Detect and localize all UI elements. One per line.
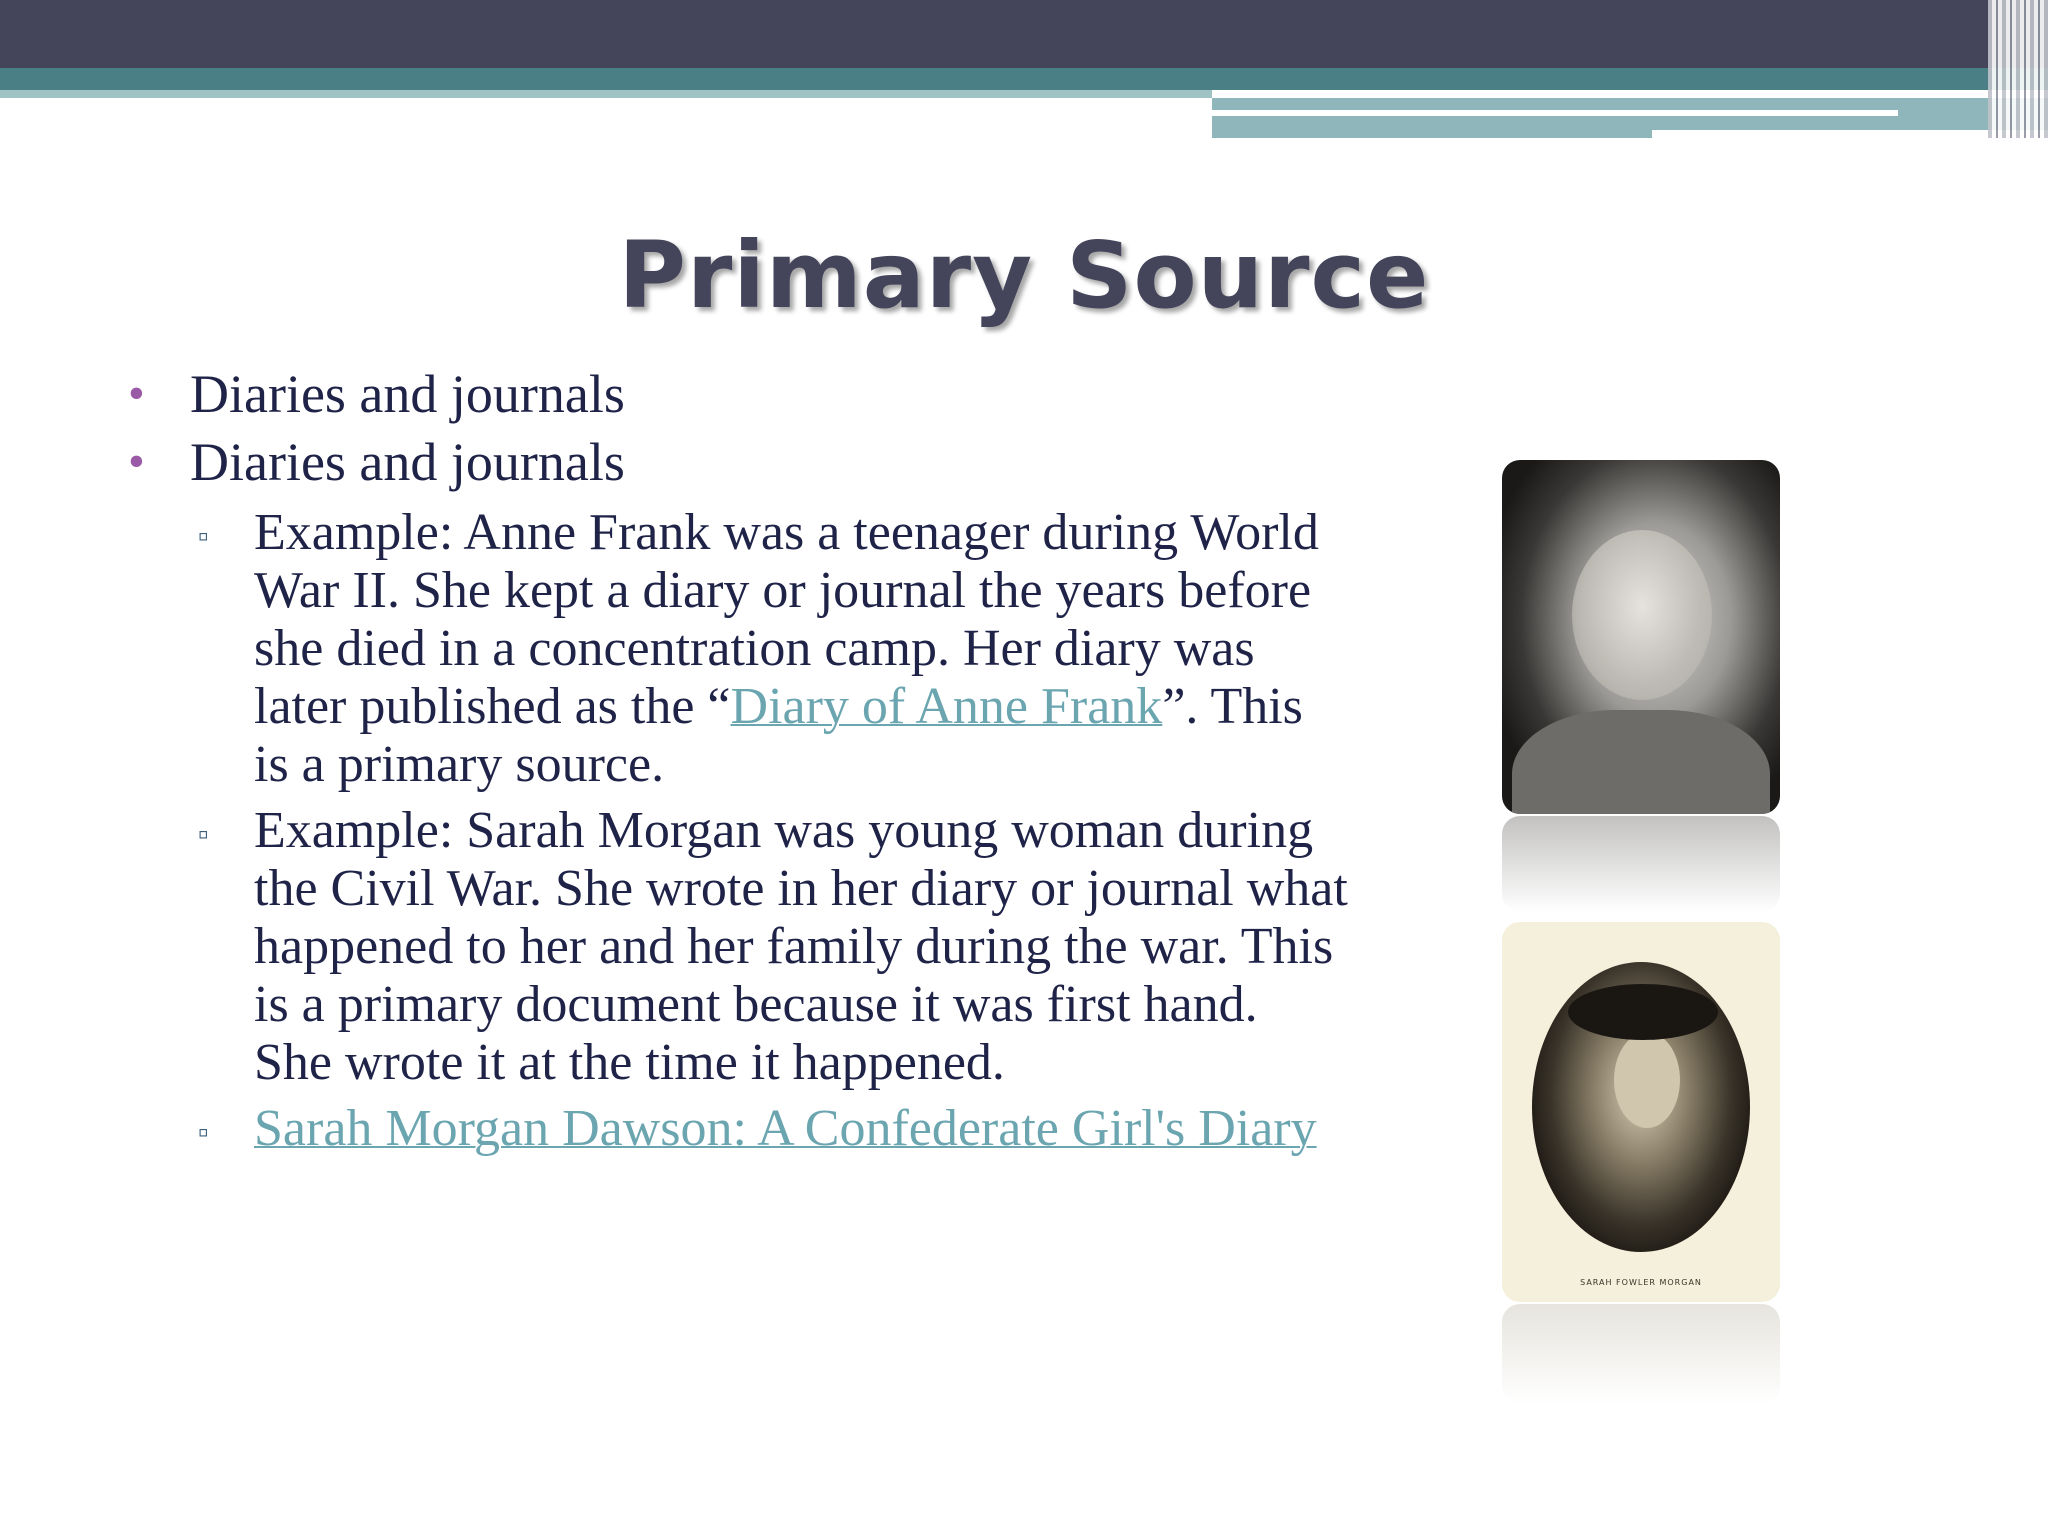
anne-frank-text-end: ”. This is a primary source.	[254, 678, 1303, 793]
header-white-line	[1212, 110, 1898, 116]
square-bullet-icon: ▫	[198, 1116, 209, 1149]
square-bullet-icon: ▫	[198, 520, 209, 553]
face-shape	[1614, 1032, 1680, 1128]
anne-frank-text-start: Example: Anne Frank was a teenager during World War II. She kept a diary or journal the years before she died in a concentration camp. Her diary was later published as the “	[254, 504, 1319, 735]
diary-of-anne-frank-link[interactable]: Diary of Anne Frank	[730, 678, 1163, 735]
subbullet-sarah-morgan	[128, 802, 1348, 1092]
jacket-shape	[1512, 710, 1770, 814]
header-bar-teal-light	[0, 90, 1212, 98]
bullet-text: Diaries and journals	[190, 364, 625, 424]
face-shape	[1572, 530, 1712, 700]
anne-frank-photo-reflection	[1502, 816, 1780, 912]
sarah-morgan-photo-reflection	[1502, 1304, 1780, 1404]
subbullet-anne-frank	[128, 504, 1348, 794]
bullet-dot-icon: •	[128, 435, 145, 488]
bullet-text: Diaries and journals	[190, 432, 625, 492]
slide-content	[128, 360, 1348, 1158]
header-bar-teal	[0, 68, 2048, 90]
header-bar-dark	[0, 0, 2048, 68]
sarah-morgan-photo	[1502, 922, 1780, 1302]
sarah-morgan-diary-link[interactable]: Sarah Morgan Dawson: A Confederate Girl's Diary	[254, 1100, 1317, 1157]
header-edge-lines	[1988, 0, 2048, 138]
bullet-item	[128, 360, 1348, 428]
hat-shape	[1568, 984, 1718, 1040]
square-bullet-icon: ▫	[198, 818, 209, 851]
bullet-item	[128, 428, 1348, 496]
portrait-caption: SARAH FOWLER MORGAN	[1580, 1278, 1702, 1287]
bullet-dot-icon: •	[128, 367, 145, 420]
subbullet-sarah-morgan-link	[128, 1100, 1348, 1158]
sarah-morgan-text: Example: Sarah Morgan was young woman during the Civil War. She wrote in her diary or journal what happened to her and her family during the war. This is a primary document because it was first hand. She wrote it at the time it happened.	[254, 802, 1348, 1091]
anne-frank-photo	[1502, 460, 1780, 814]
slide-title: Primary Source	[618, 222, 1430, 329]
